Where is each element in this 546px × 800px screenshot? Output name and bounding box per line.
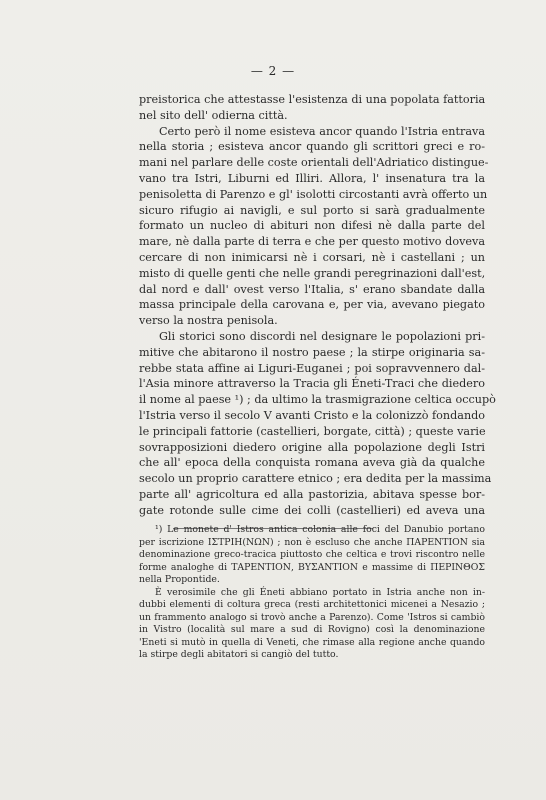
text-line: l'Istria verso il secolo V avanti Cristo e la colonizzò fondando (139, 408, 486, 422)
text-line: sicuro rifugio ai navigli, e sul porto si sarà gradualmente (139, 203, 485, 217)
text-line: sovrapposizioni diedero origine alla popolazione degli Istri (139, 440, 485, 454)
footnote-line: la stirpe degli abitatori si cangiò del tutto. (139, 649, 339, 660)
footnotes (139, 524, 485, 662)
text-line: nella storia ; esisteva ancor quando gli scrittori greci e ro- (139, 140, 485, 154)
text-line: l'Asia minore attraverso la Tracia gli Éneti-Traci che diedero (139, 377, 485, 391)
text-line: penisoletta di Parenzo e gl' isolotti circostanti avrà offerto un (139, 187, 488, 201)
text-line: preistorica che attestasse l'esistenza di una popolata fattoria (139, 93, 486, 106)
text-line: dal nord e dall' ovest verso l'Italia, s' erano sbandate dalla (139, 282, 485, 296)
footnote-line: un frammento analogo si trovò anche a Parenzo). Come 'Istros si cambiò (139, 611, 485, 623)
text-line: Certo però il nome esisteva ancor quando l'Istria entrava (159, 124, 485, 138)
text-line: parte all' agricoltura ed alla pastorizia, abitava spesse bor- (139, 487, 485, 501)
text-line: le principali fattorie (castellieri, borgate, città) ; queste varie (139, 424, 486, 438)
footnote-line: forme analoghe di ΤΑΡΕΝΤΙΟΝ, ΒΥΣΑΝΤΙΟΝ e massime di ΠΕΡΙΝΘΟΣ (139, 561, 485, 573)
text-line: che all' epoca della conquista romana aveva già da qualche (139, 456, 485, 470)
text-line: massa principale della carovana e, per via, avevano piegato (139, 298, 485, 312)
text-line: secolo un proprio carattere etnico ; era dedita per la massima (139, 472, 492, 486)
footnote-line: nella Propontide. (139, 574, 220, 585)
text-line: rebbe stata affine ai Liguri-Euganei ; poi sopravvennero dal- (139, 361, 485, 375)
body-text (139, 92, 496, 519)
text-line: misto di quelle genti che nelle grandi peregrinazioni dall'est, (139, 266, 486, 280)
footnote-line: dubbi elementi di coltura greca (resti architettonici micenei a Nesazio ; (139, 599, 485, 610)
footnote-line: denominazione greco-tracica piuttosto che celtica e trovi riscontro nelle (139, 549, 485, 560)
text-line: nel sito dell' odierna città. (139, 108, 288, 122)
text-line: mani nel parlare delle coste orientali dell'Adriatico distingue- (139, 156, 489, 170)
footnote-line: in Vistro (località sul mare a sud di Rovigno) così la denominazione (139, 624, 485, 635)
text-line: mare, nè dalla parte di terra e che per questo motivo doveva (139, 235, 485, 249)
text-line: gate rotonde sulle cime dei colli (castellieri) ed aveva una (139, 503, 485, 517)
text-line: vano tra Istri, Liburni ed Illiri. Allora, l' insenatura tra la (139, 171, 485, 185)
footnote-line: per iscrizione ΙΣΤΡΙΗ(ΝΩΝ) ; non è escluso che anche ΠΑΡΕΝΤΙΟΝ sia (139, 536, 485, 548)
footnote-line: È verosimile che gli Éneti abbiano portato in Istria anche non in- (155, 586, 485, 598)
page-number: — 2 — (250, 64, 296, 78)
text-line: verso la nostra penisola. (139, 314, 278, 328)
text-line: formato un nucleo di abituri non difesi nè dalla parte del (139, 219, 485, 233)
text-line: il nome al paese ¹) ; da ultimo la trasmigrazione celtica occupò (139, 393, 496, 407)
text-line: cercare di non inimicarsi nè i corsari, nè i castellani ; un (139, 250, 485, 264)
text-line: mitive che abitarono il nostro paese ; la stirpe originaria sa- (139, 345, 485, 359)
footnote-line: ¹) Le monete d' Istros antica colonia alle foci del Danubio portano (155, 524, 485, 535)
footnote-line: 'Eneti si mutò in quella di Veneti, che rimase alla regione anche quando (139, 636, 485, 648)
text-line: Gli storici sono discordi nel designare le popolazioni pri- (159, 329, 485, 343)
